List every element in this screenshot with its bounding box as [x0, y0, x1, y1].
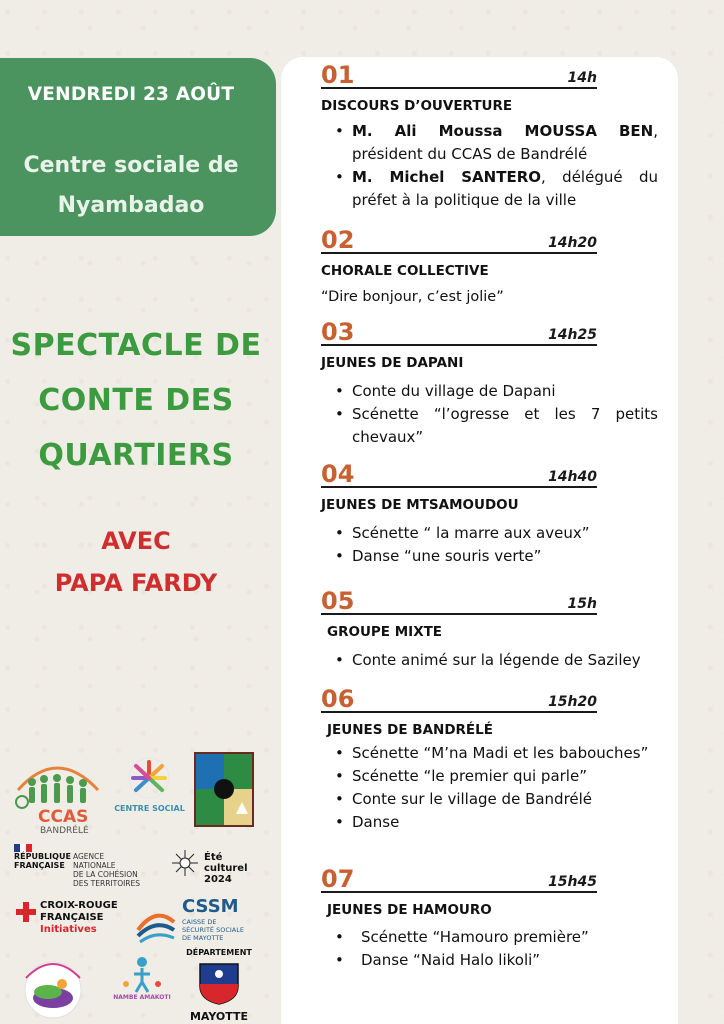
- program-group: JEUNES DE BANDRÉLÉ: [327, 722, 493, 738]
- speaker-role: , président du CCAS de Bandrélé: [352, 122, 658, 163]
- ccas-sub: BANDRÉLÉ: [40, 826, 89, 836]
- speaker-name: M. Michel SANTERO: [352, 168, 542, 186]
- bullet-text: Scénette “M’na Madi et les babouches”: [352, 744, 649, 762]
- speaker-role: , délégué du préfet à la politique de la ville: [352, 168, 658, 209]
- program-time: 15h20: [548, 694, 597, 710]
- program-item: [321, 585, 658, 672]
- program-bullet: [321, 811, 658, 834]
- venue-line-2: Nyambadao: [57, 193, 205, 218]
- program-bullets: [321, 742, 658, 834]
- program-number: 07: [321, 865, 355, 893]
- program-group: GROUPE MIXTE: [327, 624, 443, 640]
- bullet-text: Danse “Naid Halo likoli”: [361, 951, 541, 969]
- program-item: [321, 458, 658, 568]
- program-number: 04: [321, 460, 355, 488]
- program-number: 05: [321, 587, 355, 615]
- french-flag-icon: [14, 844, 32, 852]
- ccas-logo: [10, 752, 105, 842]
- croix-rouge-sub: Initiatives: [40, 924, 97, 935]
- bullet-text: Scénette “ la marre aux aveux”: [352, 524, 590, 542]
- centre-social-logo: [112, 754, 187, 834]
- program-bullet: [321, 649, 658, 672]
- program-time: 15h45: [548, 874, 597, 890]
- program-panel: [281, 57, 678, 1024]
- child-figure-icon: [112, 954, 172, 994]
- anct-text: AGENCE NATIONALE DE LA COHÉSION DES TERRITOIRES: [73, 852, 141, 888]
- sponsor-logos: [0, 740, 276, 1024]
- red-cross-icon: [16, 902, 36, 922]
- program-bullet: [321, 166, 658, 212]
- nk-text: NAMBE AMAKOTI: [113, 994, 171, 1001]
- program-time: 14h25: [548, 327, 597, 343]
- program-item-header: [321, 585, 597, 615]
- program-bullet: [321, 926, 658, 949]
- cssm-wave-icon: [134, 900, 178, 944]
- program-bullet: [321, 120, 658, 166]
- program-number: 02: [321, 226, 355, 254]
- program-group: JEUNES DE HAMOURO: [327, 902, 492, 918]
- program-quote: “Dire bonjour, c’est jolie”: [321, 289, 504, 305]
- ete-text: Été culturel 2024: [204, 852, 248, 885]
- coat-of-arms-icon: [196, 754, 252, 825]
- program-bullet: [321, 742, 658, 765]
- program-bullets: [321, 120, 658, 212]
- petite-pousse-icon: [18, 952, 88, 1022]
- program-number: 06: [321, 685, 355, 713]
- program-time: 14h20: [548, 235, 597, 251]
- bullet-text: Danse: [352, 813, 400, 831]
- program-bullet: [321, 949, 658, 972]
- program-bullet: [321, 380, 658, 403]
- program-item-header: [321, 224, 597, 254]
- bullet-text: Danse “une souris verte”: [352, 547, 542, 565]
- title-line-1: SPECTACLE DE: [10, 328, 262, 363]
- program-bullet: [321, 403, 658, 449]
- program-group: DISCOURS D’OUVERTURE: [321, 98, 513, 114]
- program-bullet: [321, 765, 658, 788]
- bullet-text: Conte animé sur la légende de Saziley: [352, 651, 641, 669]
- departement-mayotte-logo: [178, 948, 260, 1024]
- program-time: 15h: [567, 596, 597, 612]
- sun-burst-icon: [170, 848, 200, 878]
- nambe-amakoti-logo: [112, 954, 172, 1014]
- guest-line-1: AVEC: [101, 527, 171, 555]
- centre-social-icon: [112, 754, 187, 804]
- guest-line-2: PAPA FARDY: [54, 569, 218, 597]
- ccas-people-icon: [10, 752, 105, 812]
- program-number: 01: [321, 61, 355, 89]
- program-item: [321, 683, 658, 834]
- event-venue: [0, 146, 262, 226]
- program-item-header: [321, 316, 597, 346]
- program-time: 14h40: [548, 469, 597, 485]
- mayotte-seal-icon: [196, 960, 242, 1006]
- program-item-header: [321, 458, 597, 488]
- program-number: 03: [321, 318, 355, 346]
- cssm-text: CSSM: [182, 896, 239, 917]
- program-bullets: [321, 649, 658, 672]
- program-group: JEUNES DE MTSAMOUDOU: [321, 497, 519, 513]
- ete-culturel-logo: [170, 844, 260, 888]
- program-item-header: [321, 59, 597, 89]
- bullet-text: Scénette “le premier qui parle”: [352, 767, 587, 785]
- program-time: 14h: [567, 70, 597, 86]
- bullet-text: Conte du village de Dapani: [352, 382, 556, 400]
- program-item: [321, 59, 658, 212]
- program-item: [321, 224, 658, 305]
- rf-text: RÉPUBLIQUE FRANÇAISE: [14, 852, 71, 870]
- title-line-3: QUARTIERS: [38, 438, 234, 473]
- program-group: JEUNES DE DAPANI: [321, 355, 464, 371]
- cssm-sub: CAISSE DE SÉCURITÉ SOCIALE DE MAYOTTE: [182, 918, 244, 942]
- title-line-2: CONTE DES: [38, 383, 234, 418]
- bullet-text: Scénette “l’ogresse et les 7 petits chevaux”: [352, 405, 658, 446]
- program-item-header: [321, 863, 597, 893]
- program-item: [321, 316, 658, 449]
- program-group: CHORALE COLLECTIVE: [321, 263, 489, 279]
- dept-top-text: DÉPARTEMENT: [186, 948, 252, 957]
- croix-rouge-text: CROIX-ROUGE FRANÇAISE: [40, 900, 118, 923]
- program-bullet: [321, 545, 658, 568]
- centre-social-text: CENTRE SOCIAL: [114, 804, 185, 813]
- event-title: [0, 318, 272, 483]
- program-bullets: [321, 926, 658, 972]
- program-bullet: [321, 522, 658, 545]
- ccas-text: CCAS: [38, 807, 89, 827]
- bandrele-coat-of-arms: [194, 752, 254, 827]
- speaker-name: M. Ali Moussa MOUSSA BEN: [352, 122, 654, 140]
- cssm-logo: [134, 896, 264, 950]
- program-bullet: [321, 788, 658, 811]
- program-bullets: [321, 522, 658, 568]
- bullet-text: Conte sur le village de Bandrélé: [352, 790, 593, 808]
- program-item-header: [321, 683, 597, 713]
- header-box: [0, 58, 276, 236]
- venue-line-1: Centre sociale de: [23, 153, 239, 178]
- petite-pousse-logo: [18, 952, 88, 1022]
- republique-francaise-logo: [14, 844, 154, 888]
- bullet-text: Scénette “Hamouro première”: [361, 928, 589, 946]
- guest-block: [0, 520, 272, 604]
- croix-rouge-logo: [14, 898, 134, 948]
- program-bullets: [321, 380, 658, 449]
- event-date: VENDREDI 23 AOÛT: [27, 84, 235, 105]
- dept-bottom-text: MAYOTTE: [189, 1010, 249, 1023]
- program-item: [321, 863, 658, 972]
